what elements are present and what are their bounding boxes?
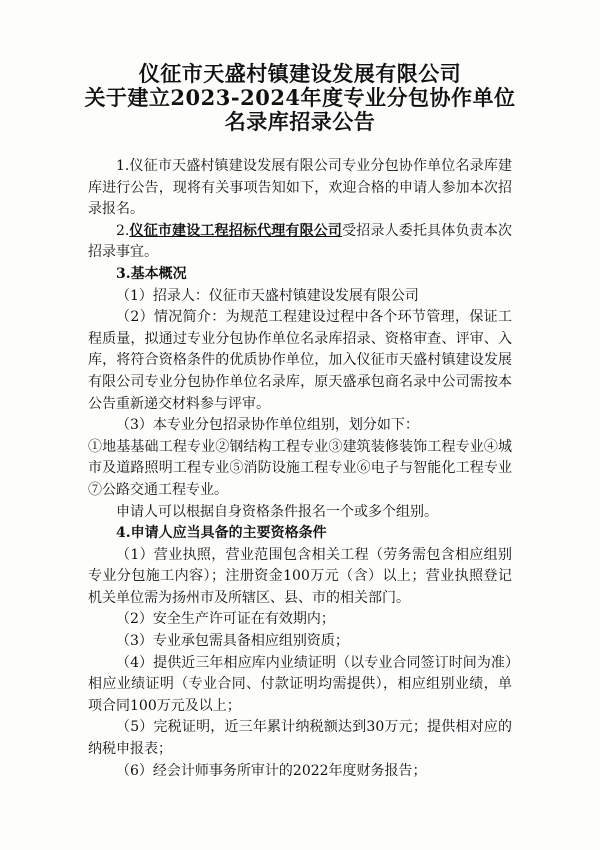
title-line-2: 关于建立2023-2024年度专业分包协作单位 bbox=[84, 85, 516, 110]
overview-introduction: （2）情况简介：为规范工程建设过程中各个环节管理，保证工程质量，拟通过专业分包协作单位名录库招录、资格审查、评审、入库，将符合资格条件的优质协作单位，加入仪征市天盛村镇建设发展有限公司专业分包协作单位名录库，原天盛承包商名录中公司需按本公告重新递交材料参与评审。 bbox=[88, 309, 512, 412]
paragraph-agency-prefix: 2. bbox=[116, 222, 130, 239]
qualification-1: （1）营业执照，营业范围包含相关工程（劳务需包含相应组别专业分包施工内容）；注册资金100万元（含）以上；营业执照登记机关单位需为扬州市及所辖区、县、市的相关部门。 bbox=[88, 546, 512, 606]
title-line-1: 仪征市天盛村镇建设发展有限公司 bbox=[138, 61, 462, 86]
overview-groups-intro: （3）本专业分包招录协作单位组别，划分如下： bbox=[116, 417, 419, 434]
qualification-4: （4）提供近三年相应库内业绩证明（以专业合同签订时间为准）相应业绩证明（专业合同、付款证明均需提供），相应组别业绩，单项合同100万元及以上； bbox=[88, 654, 512, 714]
paragraph-intro: 1.仪征市天盛村镇建设发展有限公司专业分包协作单位名录库建库进行公告，现将有关事项告知如下，欢迎合格的申请人参加本次招录报名。 bbox=[88, 158, 512, 218]
title-line-3: 名录库招录公告 bbox=[224, 109, 376, 134]
qualification-5: （5）完税证明，近三年累计纳税额达到30万元；提供相对应的纳税申报表； bbox=[88, 719, 512, 758]
paragraph-agency bbox=[88, 221, 512, 264]
section-heading-qualifications: 4.申请人应当具备的主要资格条件 bbox=[116, 525, 327, 542]
qualification-3: （3）专业承包需具备相应组别资质； bbox=[116, 633, 349, 650]
announcement-body bbox=[88, 156, 512, 782]
overview-groups-list: ①地基基础工程专业②钢结构工程专业③建筑装修装饰工程专业④城市及道路照明工程专业⑤消防设施工程专业⑥电子与智能化工程专业⑦公路交通工程专业。 bbox=[88, 438, 512, 498]
overview-recruiter: （1）招录人：仪征市天盛村镇建设发展有限公司 bbox=[116, 287, 419, 304]
qualification-6: （6）经会计师事务所审计的2022年度财务报告； bbox=[116, 762, 427, 779]
overview-groups-note: 申请人可以根据自身资格条件报名一个或多个组别。 bbox=[116, 503, 438, 520]
agency-name: 仪征市建设工程招标代理有限公司 bbox=[129, 222, 343, 239]
section-heading-overview: 3.基本概况 bbox=[116, 265, 187, 282]
announcement-title bbox=[60, 62, 540, 134]
paragraph-agency-suffix: 受招录人委托具体负责本次招录事宜。 bbox=[88, 222, 512, 261]
qualification-2: （2）安全生产许可证在有效期内； bbox=[116, 611, 335, 628]
